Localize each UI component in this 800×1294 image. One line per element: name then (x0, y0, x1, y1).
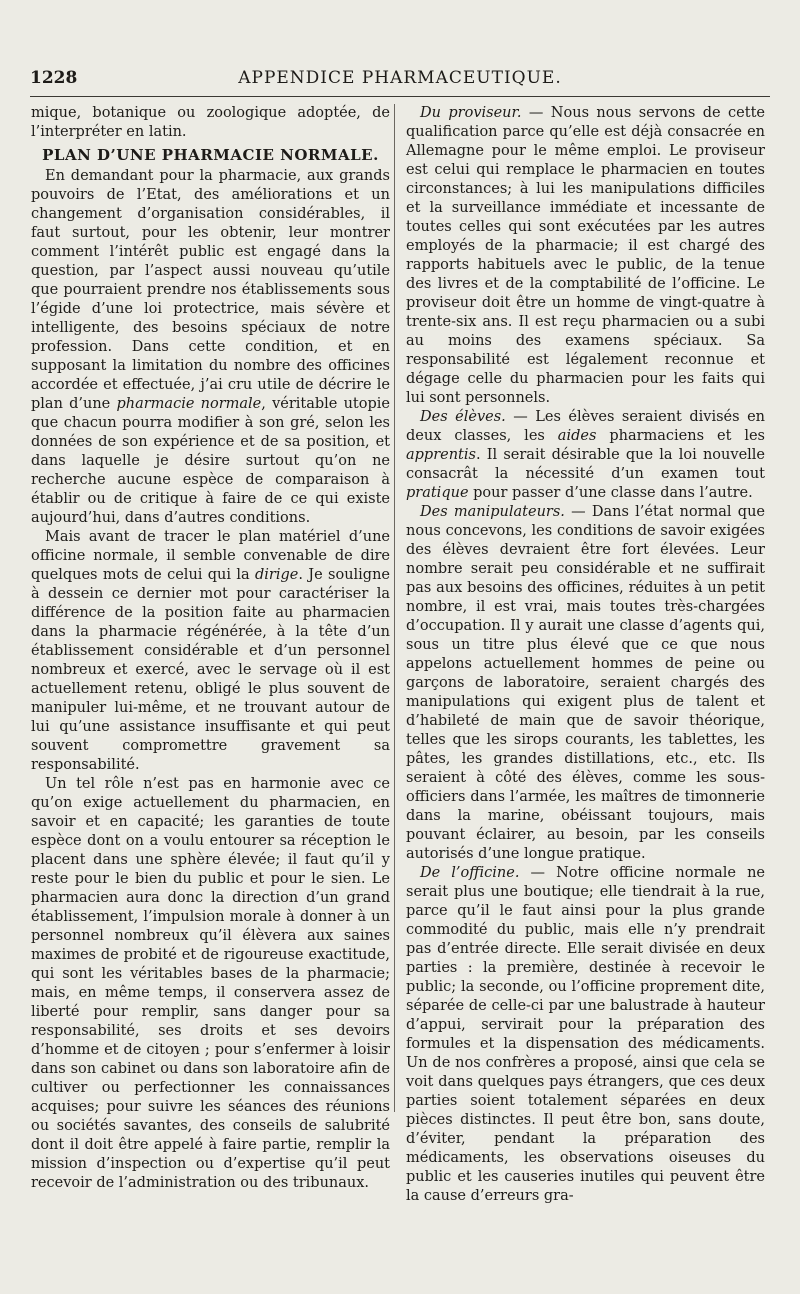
emphasis-apprentis: apprentis (406, 447, 476, 463)
paragraph-intro (31, 167, 390, 528)
emphasis-dirige: dirige (254, 567, 299, 583)
paragraph-eleves-c: . Il serait désirable que la loi nouvelle consacrât la nécessité d’un examen tout (406, 447, 765, 482)
paragraph-direction-text: Mais avant de tracer le plan matériel d’une officine normale, il semble convenable de dire quelques mots de celui qui la (31, 529, 390, 583)
paragraph-manipulateurs-text: — Dans l’état normal que nous concevons, les conditions de savoir exigées des élèves devraient être fort élevées. Leur nombre serait peu considérable et ne suffirait pas aux besoins des officines, réduites à un petit nombre, il est vrai, mais toutes très-chargées d’occupation. Il y aurait une classe d’agents qui, sous un titre plus élevé que ce que nous appelons actuellement hommes de peine ou garçons de laboratoire, seraient chargés des manipulations qui exigent plus de talent et d’habileté de main que de savoir théorique, telles que les sirops courants, les tablettes, les pâtes, les grandes distillations, etc., etc. Ils seraient à côté des élèves, comme les sous-officiers dans l’armée, les maîtres de timonnerie dans la marine, obéissant toujours, mais pouvant éclairer, au besoin, par les conseils autorisés d’une longue pratique. (406, 504, 765, 862)
paragraph-eleves-d: pour passer d’une classe dans l’autre. (468, 485, 753, 501)
emphasis-pharmacie-normale: pharmacie normale (116, 396, 262, 412)
paragraph-intro-text: En demandant pour la pharmacie, aux grands pouvoirs de l’Etat, des améliorations et un changement d’organisation considérables, il faut surtout, pour les obtenir, leur montrer comment l’intérêt public est engagé dans la question, par l’aspect aussi nouveau qu’utile que pourraient prendre nos établissements sous l’égide d’une loi protectrice, mais sévère et intelligente, des besoins spéciaux de notre profession. Dans cette condition, et en supposant la limitation du nombre des officines accordée et effectuée, j’ai cru utile de décrire le plan d’une (31, 168, 390, 412)
paragraph-proviseur (406, 104, 765, 408)
paragraph-eleves-b: pharmaciens et les (596, 428, 765, 444)
emphasis-pratique: pratique (406, 485, 469, 501)
paragraph-eleves-a: — Les élèves seraient divisés en deux classes, les (406, 409, 765, 444)
paragraph-manipulateurs (406, 503, 765, 864)
page-header (30, 66, 770, 97)
heading-eleves: Des élèves. (420, 409, 506, 425)
paragraph-eleves (406, 408, 765, 503)
paragraph-direction (31, 528, 390, 775)
right-column (406, 104, 765, 1206)
paragraph-intro-end: , véritable utopie que chacun pourra modifier à son gré, selon les données de son expérience et de sa position, et dans laquelle je désire surtout qu’on ne recherche aucune espèce de comparaison à établir ou de critique à faire de ce qui existe aujourd’hui, dans d’autres conditions. (31, 396, 390, 526)
left-column (31, 104, 390, 1193)
paragraph-proviseur-text: — Nous nous servons de cette qualification parce qu’elle est déjà consacrée en Allemagne pour le même emploi. Le proviseur est celui qui remplace le pharmacien en toutes circonstances; à lui les manipulations difficiles et la surveillance immédiate et incessante de toutes celles qui sont exécutées par les autres employés de la pharmacie; il est chargé des rapports habituels avec le public, de la tenue des livres et de la comptabilité de l’officine. Le proviseur doit être un homme de vingt-quatre à trente-six ans. Il est reçu pharmacien ou a subi au moins des examens spéciaux. Sa responsabilité est légalement reconnue et dégage celle du pharmacien pour les faits qui lui sont personnels. (406, 105, 765, 406)
paragraph-officine-text: — Notre officine normale ne serait plus une boutique; elle tiendrait à la rue, parce qu’il le faut ainsi pour la plus grande commodité du public, mais elle n’y prendrait pas d’entrée directe. Elle serait divisée en deux parties : la première, destinée à recevoir le public; la seconde, ou l’officine proprement dite, séparée de celle-ci par une balustrade à hauteur d’appui, servirait pour la préparation des formules et la dispensation des médicaments. Un de nos confrères a proposé, ainsi que cela se voit dans quelques pays étrangers, que ces deux parties soient totalement séparées en deux pièces distinctes. Il peut être bon, sans doute, d’éviter, pendant la préparation des médicaments, les observations oiseuses du public et les causeries inutiles qui peuvent être la cause d’erreurs gra- (406, 865, 765, 1204)
paragraph-role: Un tel rôle n’est pas en harmonie avec ce qu’on exige actuellement du pharmacien, en savoir et en capacité; les garanties de toute espèce dont on a voulu entourer sa réception le placent dans une sphère élevée; il faut qu’il y reste pour le bien du public et pour le sien. Le pharmacien aura donc la direction d’un grand établissement, l’impulsion morale à donner à un personnel nombreux qu’il élèvera aux saines maximes de probité et de rigoureuse exactitude, qui sont les véritables bases de la pharmacie; mais, en même temps, il conservera assez de liberté pour remplir, sans danger pour sa responsabilité, ses droits et ses devoirs d’homme et de citoyen ; pour s’enfermer à loisir dans son cabinet ou dans son laboratoire afin de cultiver ou perfectionner les connaissances acquises; pour suivre les séances des réunions ou sociétés savantes, des conseils de salubrité dont il doit être appelé à faire partie, remplir la mission d’inspection ou d’expertise qu’il peut recevoir de l’administration ou des tribunaux. (31, 776, 390, 1191)
section-title: PLAN D’UNE PHARMACIE NORMALE. (42, 146, 379, 164)
heading-manipulateurs: Des manipulateurs. (420, 504, 565, 520)
heading-officine: De l’officine. (420, 865, 520, 881)
paragraph-direction-end: . Je souligne à dessein ce dernier mot pour caractériser la différence de la position faite au pharmacien dans la pharmacie régénérée, à la tête d’un établissement considérable et d’un personnel nombreux et exercé, avec le servage où il est actuellement retenu, obligé le plus souvent de manipuler lui-même, et ne trouvant autour de lui qu’une assistance insuffisante et qui peut souvent compromettre gravement sa responsabilité. (31, 567, 391, 773)
page-number: 1228 (30, 68, 78, 88)
running-title: APPENDICE PHARMACEUTIQUE. (238, 68, 562, 88)
heading-proviseur: Du proviseur. (420, 105, 522, 121)
column-divider (394, 104, 395, 1112)
emphasis-aides: aides (557, 428, 597, 444)
paragraph-officine (406, 864, 765, 1206)
paragraph-continuation: mique, botanique ou zoologique adoptée, de l’interpréter en latin. (31, 105, 390, 140)
